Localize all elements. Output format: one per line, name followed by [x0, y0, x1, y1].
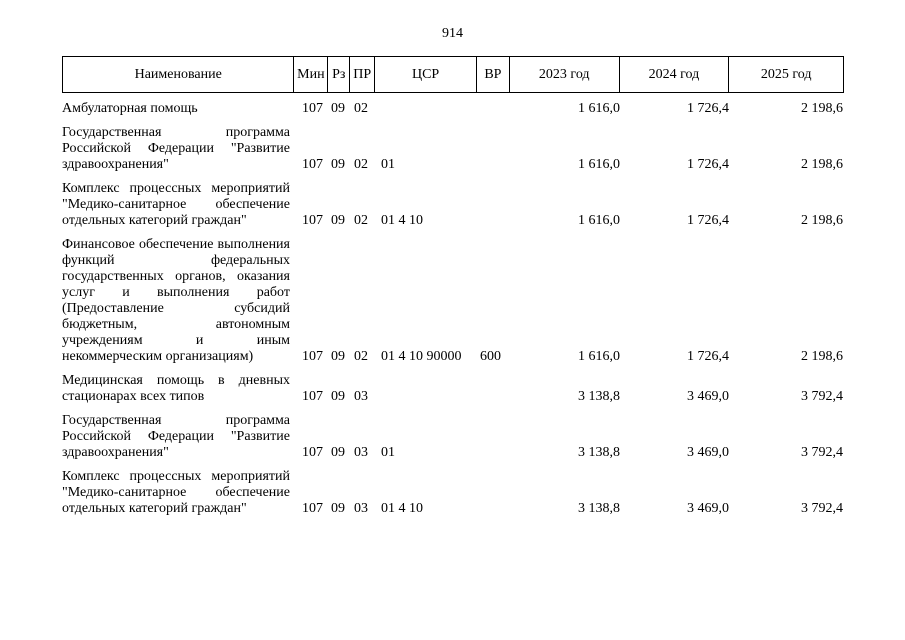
- header-name: Наименование: [63, 57, 294, 92]
- cell-y2023: 1 616,0: [578, 157, 620, 172]
- header-vr: ВР: [477, 57, 510, 92]
- cell-pr: 03: [354, 389, 368, 404]
- cell-y2025: 2 198,6: [801, 101, 843, 116]
- cell-y2024: 1 726,4: [687, 213, 729, 228]
- cell-y2023: 1 616,0: [578, 349, 620, 364]
- header-2025: 2025 год: [760, 66, 812, 82]
- cell-name: Комплекс процессных мероприятий "Медико-санитарное обеспечение отдельных категорий граждан": [62, 181, 290, 228]
- table-row: [62, 373, 844, 405]
- table-row: [62, 125, 844, 173]
- cell-y2023: 3 138,8: [578, 501, 620, 516]
- table-row: [62, 469, 844, 517]
- cell-min: 107: [302, 501, 323, 516]
- cell-y2025: 3 792,4: [801, 445, 843, 460]
- cell-min: 107: [302, 157, 323, 172]
- cell-pr: 02: [354, 213, 368, 228]
- cell-min: 107: [302, 101, 323, 116]
- table-row: [62, 413, 844, 461]
- cell-y2024: 1 726,4: [687, 157, 729, 172]
- cell-y2025: 3 792,4: [801, 501, 843, 516]
- table-row: [62, 237, 844, 365]
- cell-min: 107: [302, 349, 323, 364]
- table-body: [62, 93, 844, 517]
- cell-y2023: 1 616,0: [578, 101, 620, 116]
- cell-pr: 02: [354, 157, 368, 172]
- cell-rz: 09: [331, 213, 345, 228]
- cell-y2025: 2 198,6: [801, 157, 843, 172]
- cell-name: Амбулаторная помощь: [62, 101, 198, 116]
- header-pr: ПР: [350, 57, 375, 92]
- cell-rz: 09: [331, 389, 345, 404]
- cell-rz: 09: [331, 501, 345, 516]
- cell-csr: 01 4 10: [381, 213, 423, 228]
- cell-name: Государственная программа Российской Федерации "Развитие здравоохранения": [62, 413, 290, 460]
- cell-rz: 09: [331, 349, 345, 364]
- header-2023: 2023 год: [510, 57, 620, 92]
- table-row: [62, 101, 844, 117]
- header-csr: ЦСР: [375, 57, 477, 92]
- header-rz: Рз: [328, 57, 350, 92]
- cell-vr: 600: [480, 349, 501, 364]
- cell-y2024: 1 726,4: [687, 101, 729, 116]
- header-min: Мин: [294, 57, 328, 92]
- cell-min: 107: [302, 445, 323, 460]
- cell-rz: 09: [331, 157, 345, 172]
- page-number: 914: [442, 26, 463, 41]
- cell-name: Медицинская помощь в дневных стационарах всех типов: [62, 373, 290, 404]
- cell-y2023: 3 138,8: [578, 445, 620, 460]
- cell-name: Финансовое обеспечение выполнения функций федеральных государственных органов, оказания услуг и выполнения работ (Предоставление субсидий бюджетным, автономным учреждениям и иным некоммерческим организациям): [62, 237, 290, 364]
- cell-csr: 01 4 10: [381, 501, 423, 516]
- cell-y2025: 3 792,4: [801, 389, 843, 404]
- cell-y2024: 1 726,4: [687, 349, 729, 364]
- cell-name: Комплекс процессных мероприятий "Медико-санитарное обеспечение отдельных категорий граждан": [62, 469, 290, 516]
- cell-csr: 01: [381, 157, 395, 172]
- cell-y2024: 3 469,0: [687, 501, 729, 516]
- cell-name: Государственная программа Российской Федерации "Развитие здравоохранения": [62, 125, 290, 172]
- cell-y2025: 2 198,6: [801, 349, 843, 364]
- table-header: [62, 56, 844, 93]
- header-2024: 2024 год: [620, 57, 730, 92]
- cell-min: 107: [302, 213, 323, 228]
- cell-pr: 03: [354, 501, 368, 516]
- cell-rz: 09: [331, 101, 345, 116]
- cell-csr: 01: [381, 445, 395, 460]
- cell-y2023: 1 616,0: [578, 213, 620, 228]
- cell-pr: 02: [354, 349, 368, 364]
- cell-y2023: 3 138,8: [578, 389, 620, 404]
- cell-y2024: 3 469,0: [687, 445, 729, 460]
- cell-y2025: 2 198,6: [801, 213, 843, 228]
- cell-rz: 09: [331, 445, 345, 460]
- cell-y2024: 3 469,0: [687, 389, 729, 404]
- cell-min: 107: [302, 389, 323, 404]
- cell-pr: 03: [354, 445, 368, 460]
- cell-csr: 01 4 10 90000: [381, 349, 462, 364]
- table-row: [62, 181, 844, 229]
- cell-pr: 02: [354, 101, 368, 116]
